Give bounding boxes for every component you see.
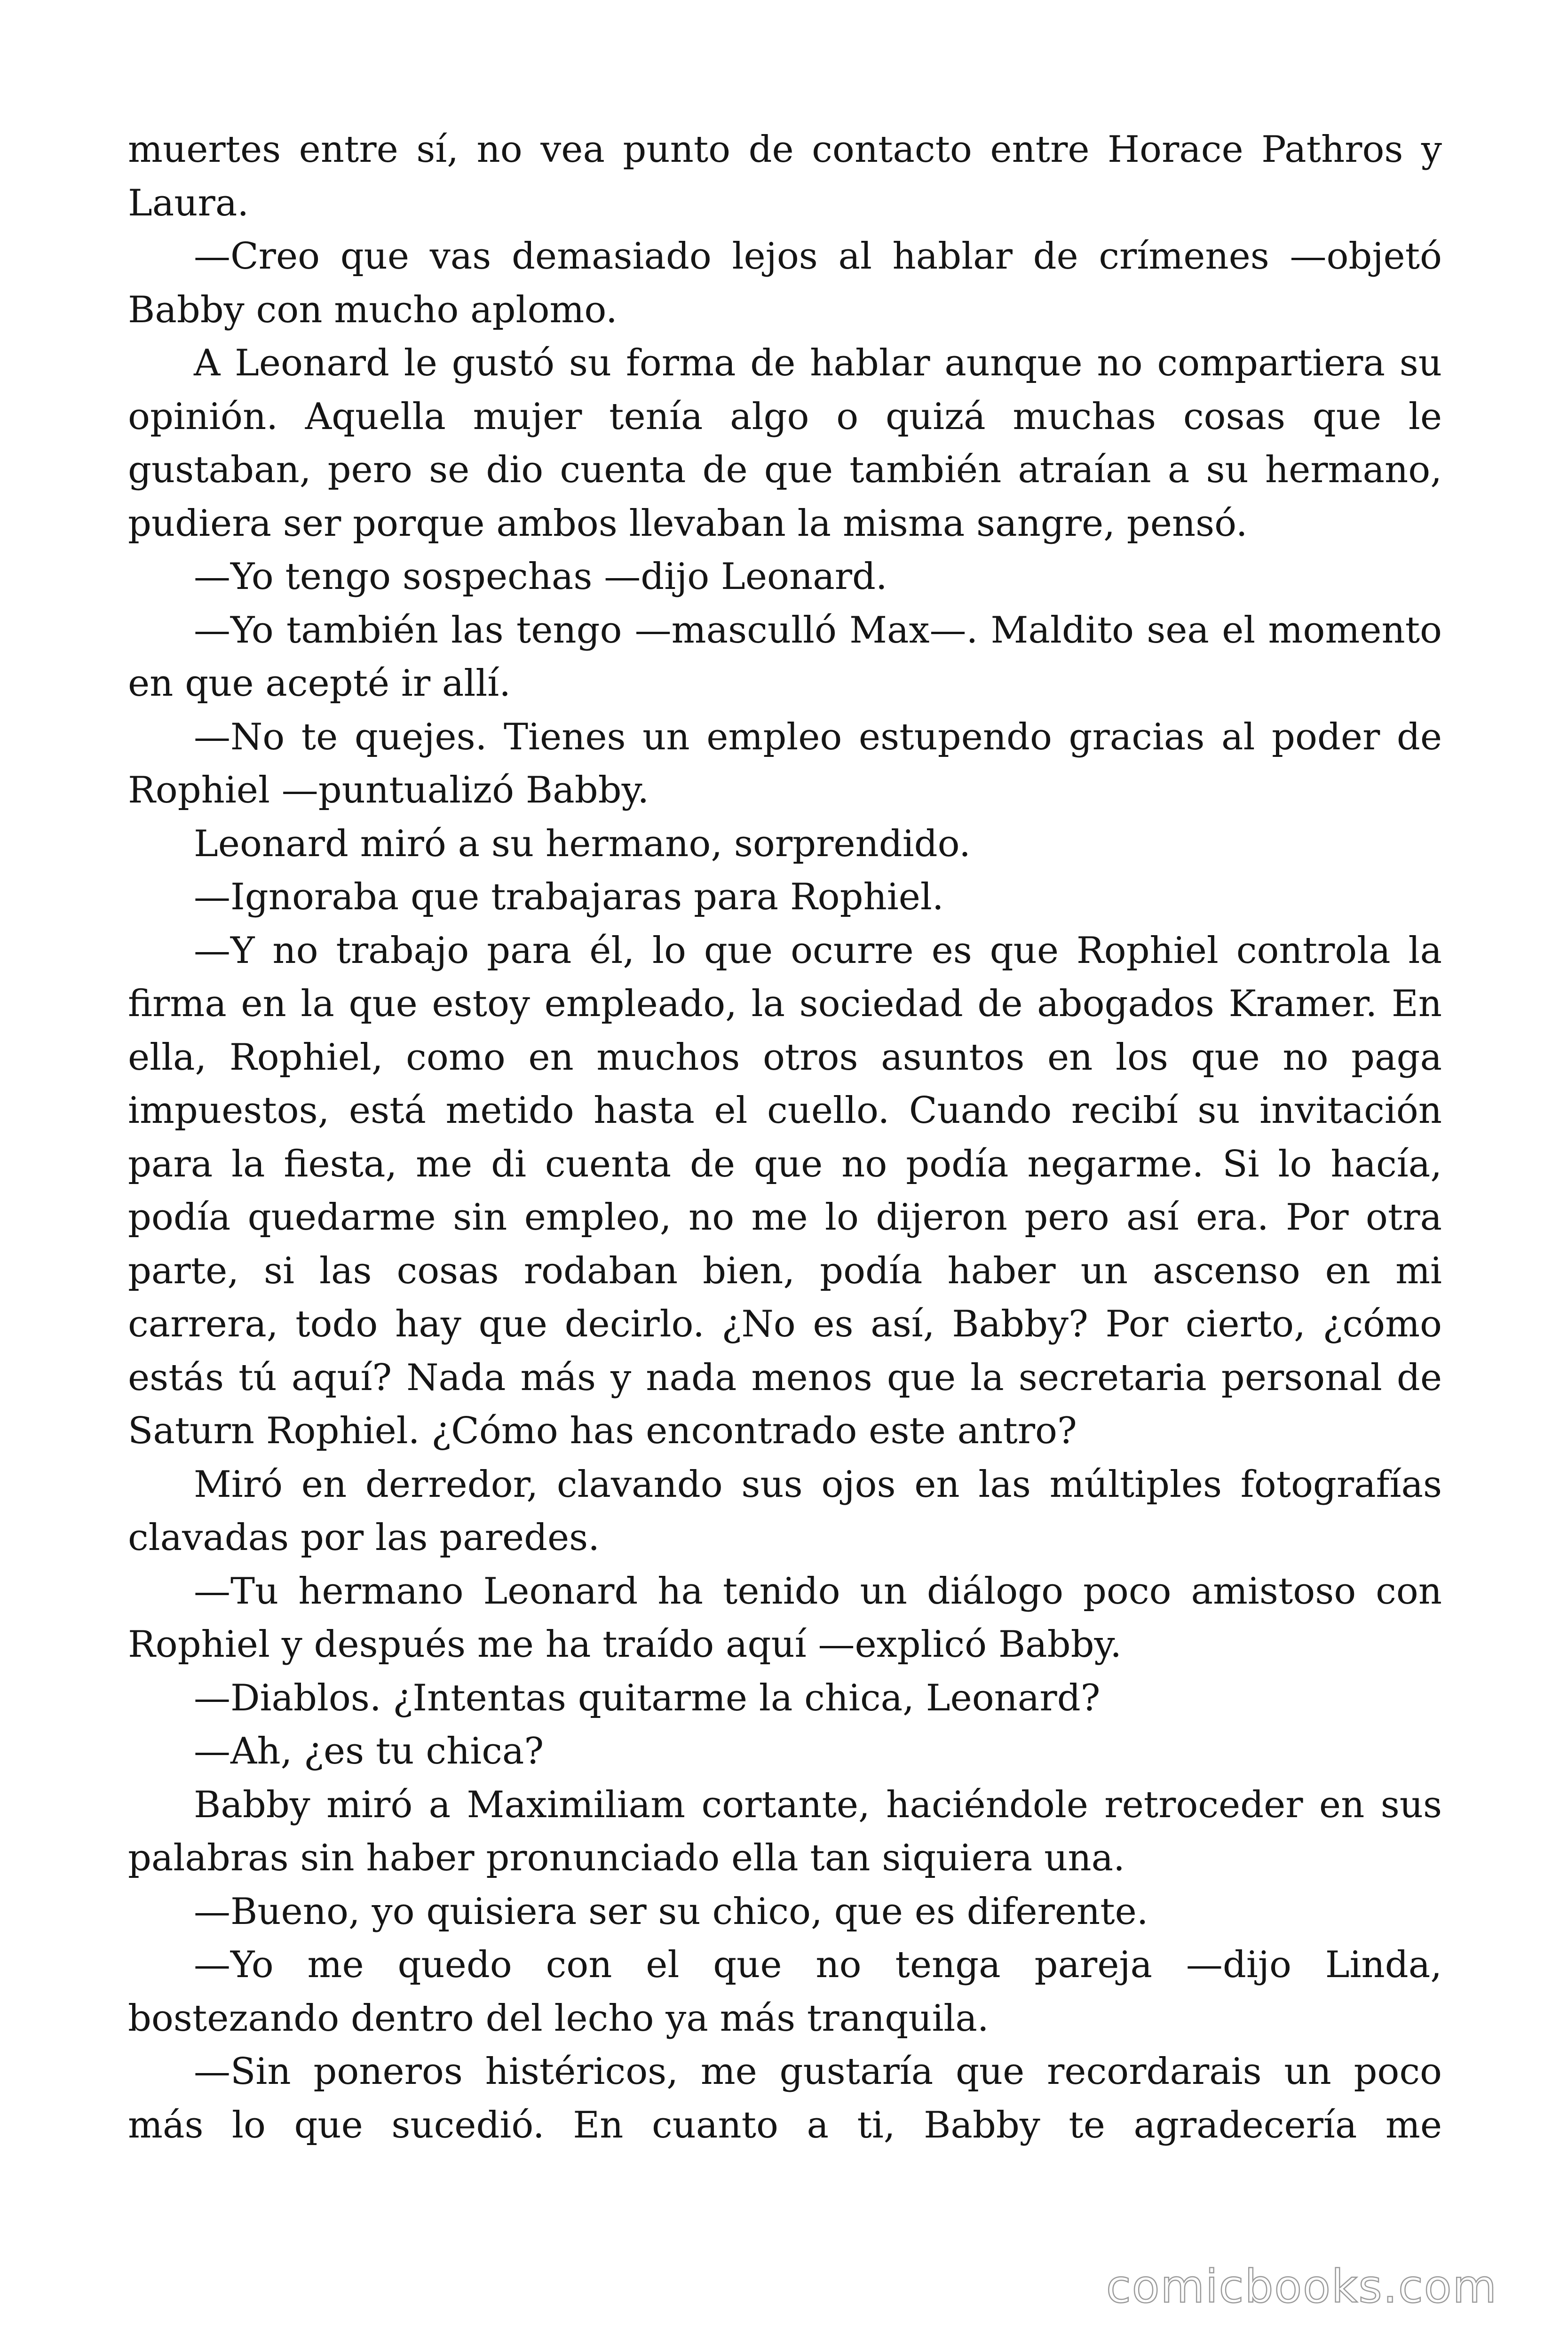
- paragraph: Leonard miró a su hermano, sorprendido.: [194, 822, 971, 865]
- paragraph: —Ignoraba que trabajaras para Rophiel.: [194, 876, 944, 918]
- paragraph: —Y no trabajo para él, lo que ocurre es que Rophiel controla la firma en la que estoy empleado, la sociedad de abogados Kramer. En ella, Rophiel, como en muchos otros asuntos en los que no paga impuestos, está metido hasta el cuello. Cuando recibí su invitación para la fiesta, me di cuenta de que no podía negarme. Si lo hacía, podía quedarme sin empleo, no me lo dijeron pero así era. Por otra parte, si las cosas rodaban bien, podía haber un ascenso en mi carrera, todo hay que decirlo. ¿No es así, Babby? Por cierto, ¿cómo estás tú aquí? Nada más y nada menos que la secretaria personal de Saturn Rophiel. ¿Cómo has encontrado este antro?: [128, 929, 1442, 1452]
- paragraph: —Bueno, yo quisiera ser su chico, que es diferente.: [194, 1890, 1148, 1933]
- paragraph: —Yo también las tengo —masculló Max—. Maldito sea el momento en que acepté ir allí.: [128, 609, 1442, 705]
- paragraph: muertes entre sí, no vea punto de contacto entre Horace Pathros y Laura.: [128, 128, 1442, 224]
- paragraph: Babby miró a Maximiliam cortante, haciéndole retroceder en sus palabras sin haber pronunciado ella tan siquiera una.: [128, 1783, 1442, 1879]
- paragraph: —Tu hermano Leonard ha tenido un diálogo poco amistoso con Rophiel y después me ha traído aquí —explicó Babby.: [128, 1570, 1442, 1666]
- paragraph: —Yo tengo sospechas —dijo Leonard.: [194, 556, 887, 598]
- paragraph: —Diablos. ¿Intentas quitarme la chica, Leonard?: [194, 1677, 1101, 1719]
- paragraph: —No te quejes. Tienes un empleo estupendo gracias al poder de Rophiel —puntualizó Babby.: [128, 715, 1442, 811]
- paragraph: —Sin poneros histéricos, me gustaría que recordarais un poco más lo que sucedió. En cuanto a ti, Babby te agradecería me: [128, 2050, 1442, 2146]
- body-text: [128, 123, 1442, 2152]
- paragraph: —Yo me quedo con el que no tenga pareja —dijo Linda, bostezando dentro del lecho ya más tranquila.: [128, 1944, 1442, 2040]
- paragraph: A Leonard le gustó su forma de hablar aunque no compartiera su opinión. Aquella mujer tenía algo o quizá muchas cosas que le gustaban, pero se dio cuenta de que también atraían a su hermano, pudiera ser porque ambos llevaban la misma sangre, pensó.: [128, 342, 1442, 545]
- paragraph: —Creo que vas demasiado lejos al hablar de crímenes —objetó Babby con mucho aplomo.: [128, 235, 1442, 331]
- paragraph: Miró en derredor, clavando sus ojos en las múltiples fotografías clavadas por las paredes.: [128, 1463, 1442, 1559]
- watermark: comicbooks.com: [1106, 2260, 1497, 2313]
- paragraph: —Ah, ¿es tu chica?: [194, 1730, 544, 1772]
